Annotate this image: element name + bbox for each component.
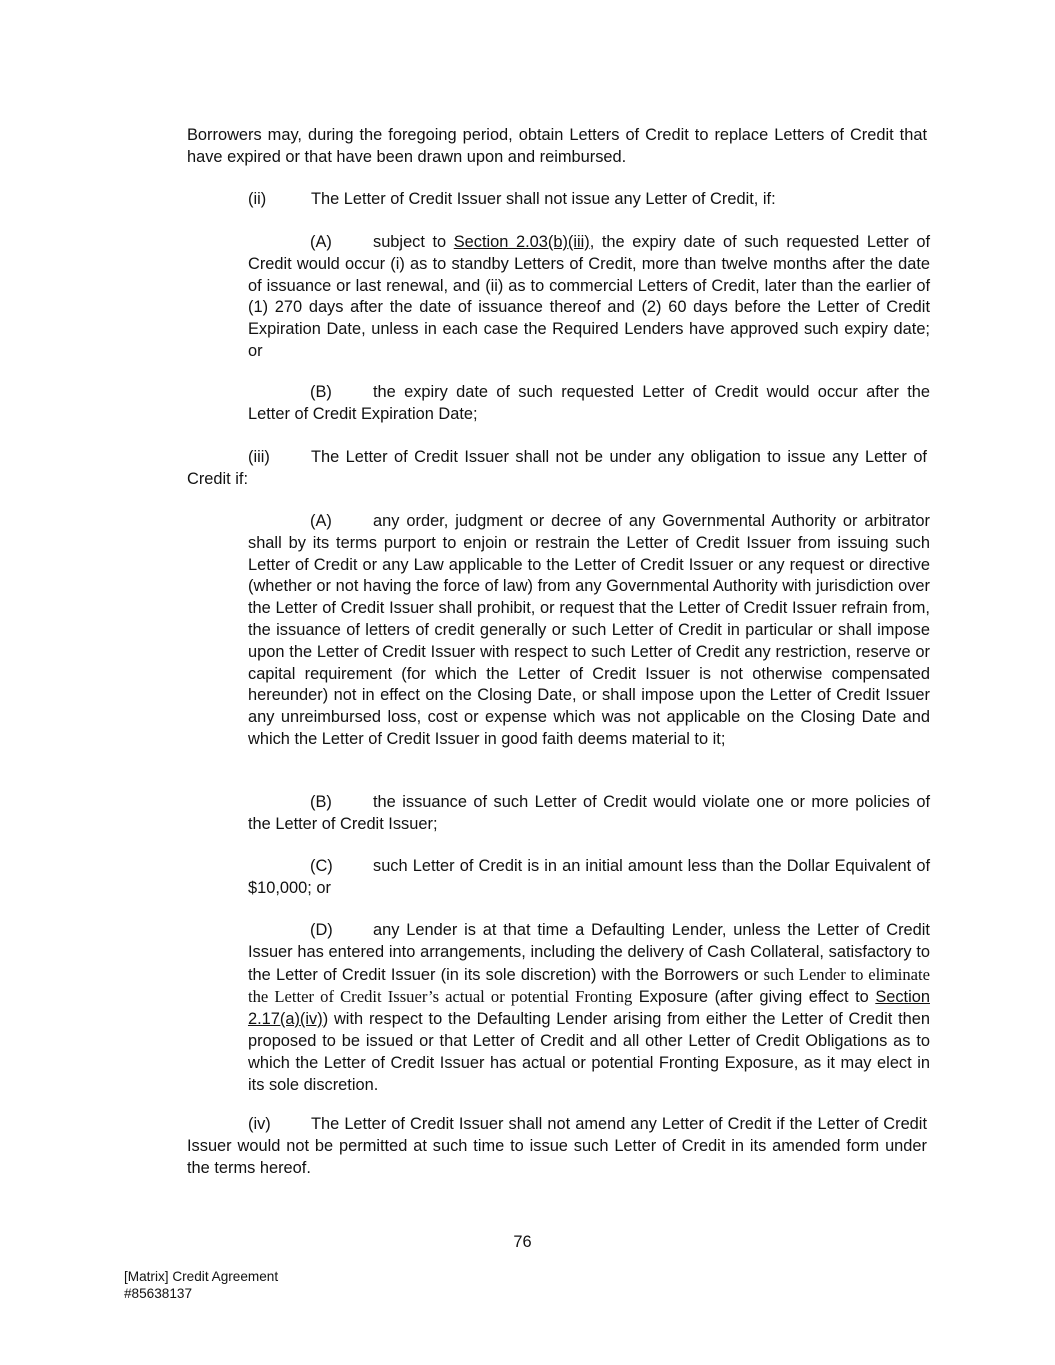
footer: [124, 1268, 278, 1302]
clause-iii-c-label: (C): [310, 857, 333, 875]
clause-iii-c: [248, 856, 930, 900]
footer-document-id: #85638137: [124, 1286, 193, 1301]
clause-iii-a-text: any order, judgment or decree of any Governmental Authority or arbitrator shall by its terms purport to enjoin or restrain the Letter of Credit Issuer from issuing such Letter of Credit or any Law applicable to the Letter of Credit Issuer or any request or directive (whether or not having the force of law) from any Governmental Authority with jurisdiction over the Letter of Credit Issuer shall prohibit, or request that the Letter of Credit Issuer refrain from, the issuance of letters of credit generally or such Letter of Credit in particular or shall impose upon the Letter of Credit Issuer with respect to such Letter of Credit any restriction, reserve or capital requirement (for which the Letter of Credit Issuer is not otherwise compensated hereunder) not in effect on the Closing Date, or shall impose upon the Letter of Credit Issuer any unreimbursed loss, cost or expense which was not applicable on the Closing Date and which the Letter of Credit Issuer in good faith deems material to it;: [248, 512, 930, 748]
intro-paragraph: [187, 125, 927, 169]
section-2-03-reference: Section 2.03(b)(iii): [453, 233, 590, 251]
clause-iii-b-label: (B): [310, 793, 332, 811]
clause-iii-c-text: such Letter of Credit is in an initial amount less than the Dollar Equivalent of $10,000; or: [248, 857, 930, 897]
section-2-17-reference: Section 2.17(a)(iv): [248, 988, 930, 1029]
clause-iii-b: [248, 792, 930, 836]
clause-iii-b-text: the issuance of such Letter of Credit would violate one or more policies of the Letter of Credit Issuer;: [248, 793, 930, 833]
clause-iv: [187, 1114, 927, 1179]
clause-iii-label: (iii): [248, 448, 270, 466]
clause-iv-label: (iv): [248, 1115, 271, 1133]
footer-document-title: [Matrix] Credit Agreement: [124, 1269, 279, 1284]
clause-iii-d-label: (D): [310, 921, 333, 939]
clause-iii-a: [248, 511, 930, 751]
clause-iii-a-label: (A): [310, 512, 332, 530]
clause-ii-a-pre: subject to: [373, 233, 454, 251]
clause-ii-label: (ii): [248, 190, 267, 208]
clause-ii-text: The Letter of Credit Issuer shall not issue any Letter of Credit, if:: [311, 190, 776, 208]
clause-ii-b: [248, 382, 930, 426]
clause-iii-d-part2: such Lender to eliminate the Letter of Credit Issuer’s actual or potential Fronting: [248, 964, 930, 1007]
clause-ii-a-post: , the expiry date of such requested Letter of Credit would occur (i) as to standby Letters of Credit, more than twelve months after the date of issuance or last renewal, and (ii) as to commercial Letters of Credit, later than the earlier of (1) 270 days after the date of issuance thereof and (2) 60 days before the Letter of Credit Expiration Date, unless in each case the Required Lenders have approved such expiry date; or: [248, 233, 930, 360]
clause-iii-d: [248, 920, 930, 1096]
clause-iii-d-part3: Exposure (after giving effect to: [632, 988, 876, 1007]
clause-iii-d-part4: ) with respect to the Defaulting Lender arising from either the Letter of Credit then proposed to be issued or that Letter of Credit and all other Letter of Credit Obligations as to which the Letter of Credit Issuer has actual or potential Fronting Exposure, as it may elect in its sole discretion.: [248, 1010, 930, 1094]
clause-ii-b-text: the expiry date of such requested Letter of Credit would occur after the Letter of Credit Expiration Date;: [248, 383, 930, 423]
clause-iii-text: The Letter of Credit Issuer shall not be under any obligation to issue any Letter of Credit if:: [187, 448, 927, 488]
clause-ii: [187, 189, 927, 211]
clause-ii-b-label: (B): [310, 383, 332, 401]
clause-ii-a-label: (A): [310, 233, 332, 251]
clause-iii-d-part1: any Lender is at that time a Defaulting Lender, unless the Letter of Credit Issuer has entered into arrangements, including the delivery of Cash Collateral, satisfactory to the Letter of Credit Issuer (in its sole discretion) with the Borrowers or: [248, 921, 930, 984]
clause-iv-text: The Letter of Credit Issuer shall not amend any Letter of Credit if the Letter of Credit Issuer would not be permitted at such time to issue such Letter of Credit in its amended form under the terms hereof.: [187, 1115, 927, 1177]
intro-text: Borrowers may, during the foregoing period, obtain Letters of Credit to replace Letters of Credit that have expired or that have been drawn upon and reimbursed.: [187, 126, 927, 166]
page-number: 76: [513, 1233, 532, 1251]
clause-iii: [187, 447, 927, 491]
clause-ii-a: [248, 232, 930, 363]
